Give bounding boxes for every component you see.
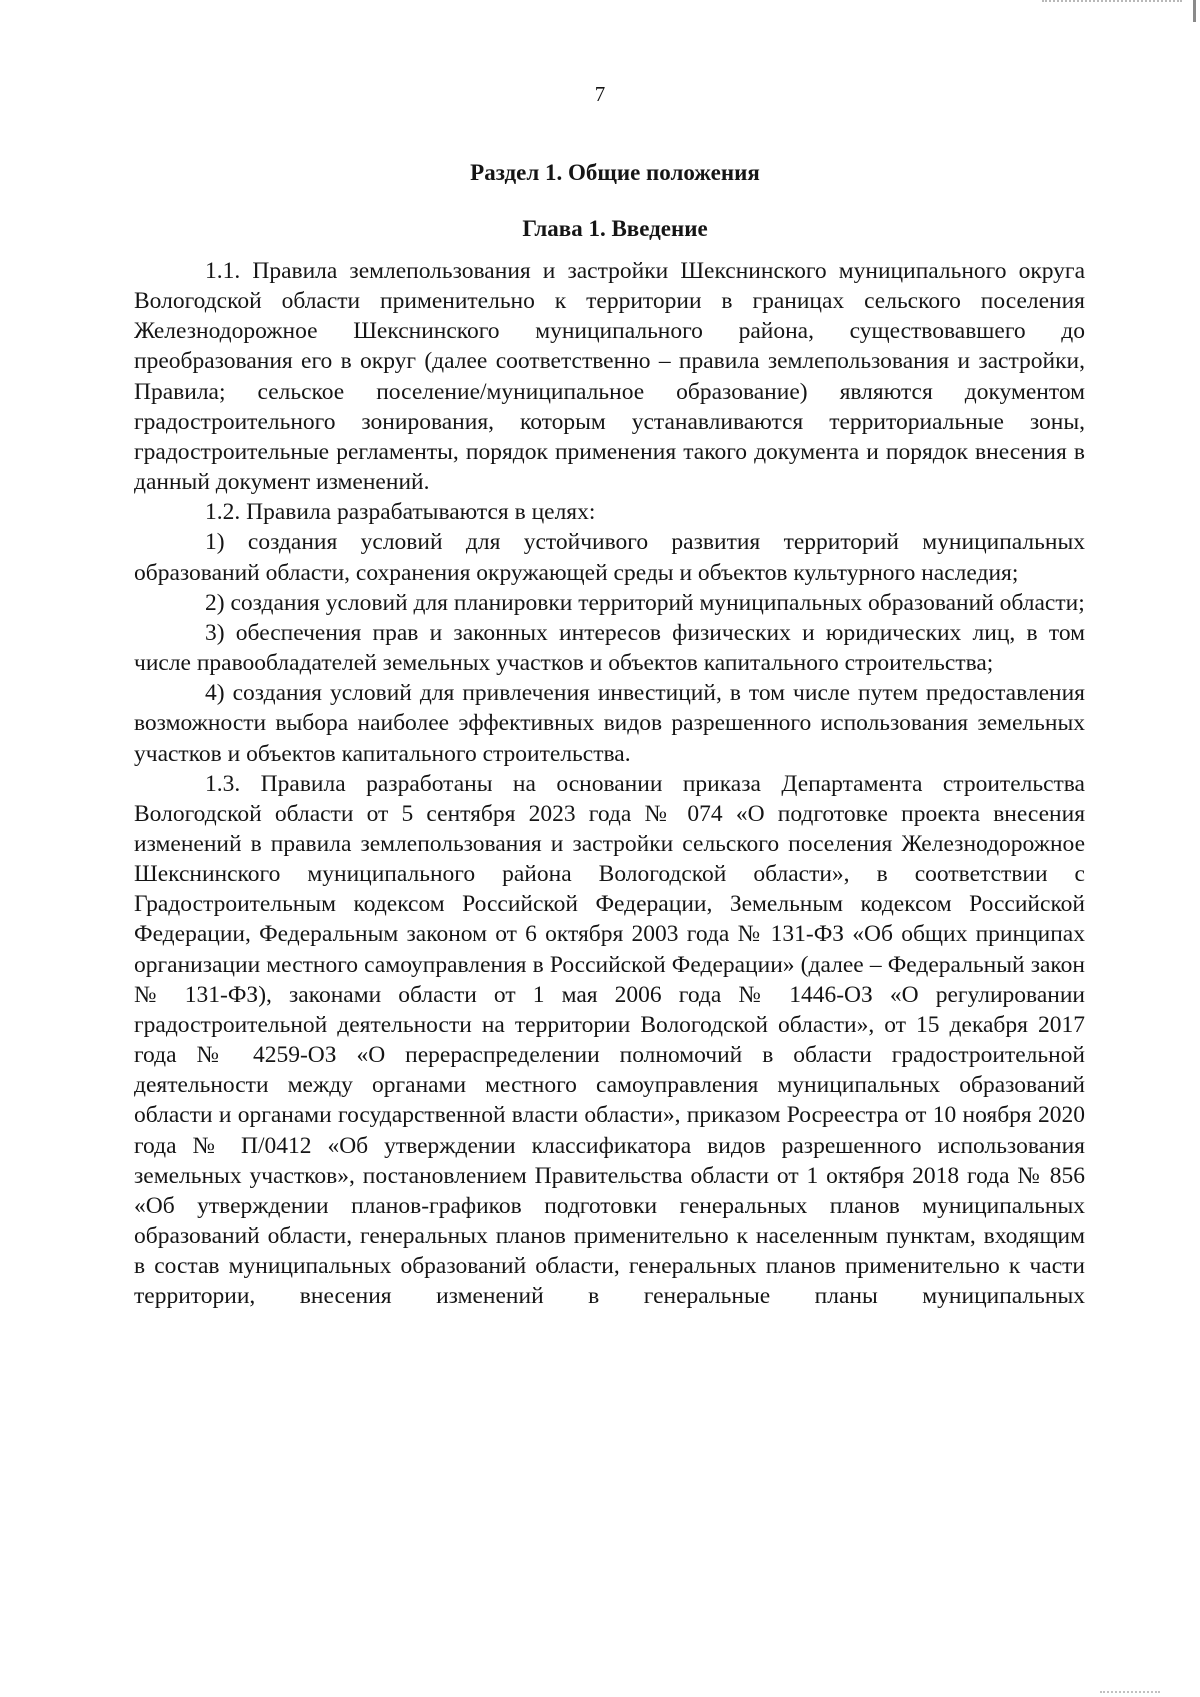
paragraph-1-2: 1.2. Правила разрабатываются в целях: bbox=[205, 499, 596, 526]
list-item-1: 1) создания условий для устойчивого развития территорий муниципальных образований области, сохранения окружающей среды и объектов культурного наследия; bbox=[134, 529, 1085, 586]
scan-edge-mark-right bbox=[1193, 0, 1196, 22]
section-title: Раздел 1. Общие положения bbox=[470, 160, 760, 185]
scan-edge-mark-bottom bbox=[1100, 1691, 1160, 1697]
paragraph-1-3: 1.3. Правила разработаны на основании приказа Департамента строительства Вологодской области от 5 сентября 2023 года № 074 «О подготовке проекта внесения изменений в правила землепользования и застройки сельского поселения Железнодорожное Шекснинского муниципального района Вологодской области», в соответствии с Градостроительным кодексом Российской Федерации, Земельным кодексом Российской Федерации, Федеральным законом от 6 октября 2003 года № 131-ФЗ «Об общих принципах организации местного самоуправления в Российской Федерации» (далее – Федеральный закон № 131-ФЗ), законами области от 1 мая 2006 года № 1446-ОЗ «О регулировании градостроительной деятельности на территории Вологодской области», от 15 декабря 2017 года № 4259-ОЗ «О перераспределении полномочий в области градостроительной деятельности между органами местного самоуправления муниципальных образований области и органами государственной власти области», приказом Росреестра от 10 ноября 2020 года № П/0412 «Об утверждении классификатора видов разрешенного использования земельных участков», постановлением Правительства области от 1 октября 2018 года № 856 «Об утверждении планов-графиков подготовки генеральных планов муниципальных образований области, генеральных планов применительно к населенным пунктам, входящим в состав муниципальных образований области, генеральных планов применительно к части территории, внесения изменений в генеральные планы муниципальных bbox=[134, 770, 1085, 1310]
scan-edge-mark-top bbox=[1042, 0, 1182, 8]
paragraph-1-1: 1.1. Правила землепользования и застройки Шекснинского муниципального округа Вологодской области применительно к территории в границах сельского поселения Железнодорожное Шекснинского муниципального района, существовавшего до преобразования его в округ (далее соответственно – правила землепользования и застройки, Правила; сельское поселение/муниципальное образование) являются документом градостроительного зонирования, которым устанавливаются территориальные зоны, градостроительные регламенты, порядок применения такого документа и порядок внесения в данный документ изменений. bbox=[134, 258, 1085, 496]
page-number: 7 bbox=[594, 82, 606, 106]
list-item-3: 3) обеспечения прав и законных интересов физических и юридических лиц, в том числе правообладателей земельных участков и объектов капитального строительства; bbox=[134, 619, 1085, 677]
chapter-title: Глава 1. Введение bbox=[522, 216, 708, 241]
list-item-2: 2) создания условий для планировки территорий муниципальных образований области; bbox=[205, 589, 1085, 616]
document-body bbox=[134, 256, 1085, 1311]
list-item-4: 4) создания условий для привлечения инвестиций, в том числе путем предоставления возможности выбора наиболее эффективных видов разрешенного использования земельных участков и объектов капитального строительства. bbox=[134, 680, 1085, 767]
